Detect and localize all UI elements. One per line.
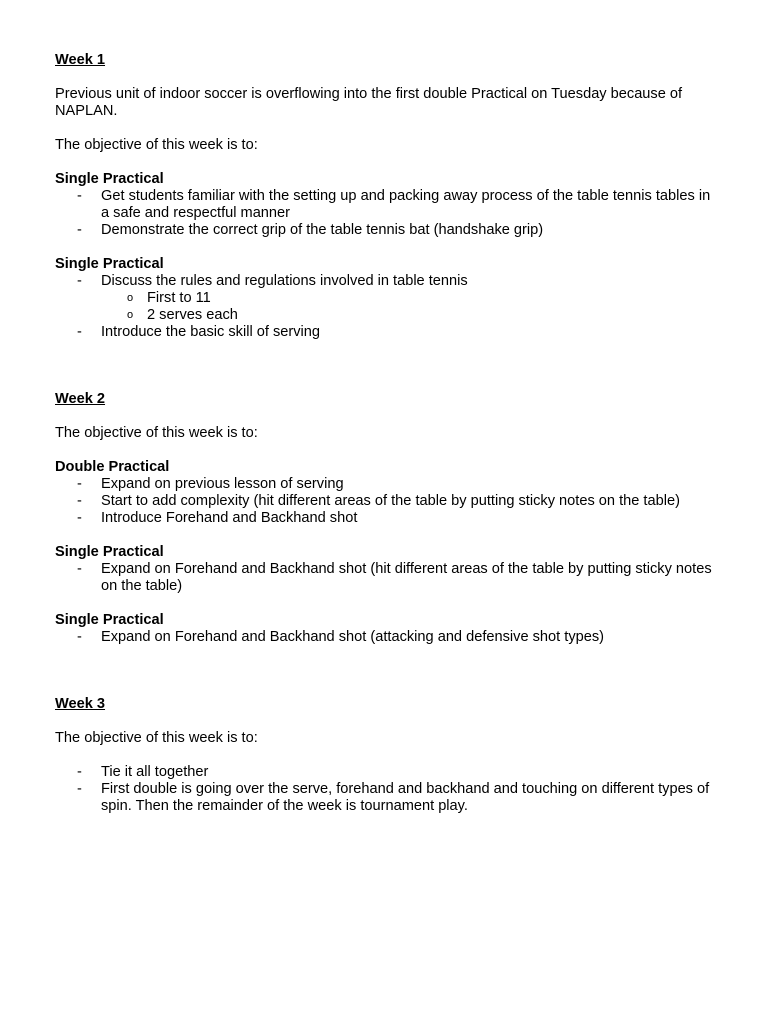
week-2-objective: The objective of this week is to: xyxy=(55,425,258,441)
circle-bullet-icon: o xyxy=(127,309,134,321)
week-3-heading: Week 3 xyxy=(55,696,106,712)
list-item-text: Tie it all together xyxy=(101,764,209,780)
list-item xyxy=(55,510,720,527)
list-item-text: Discuss the rules and regulations involved in table tennis xyxy=(101,273,468,289)
list-item xyxy=(55,561,720,595)
week-1-section-2-sublist xyxy=(55,290,720,324)
week-3-objective: The objective of this week is to: xyxy=(55,730,258,746)
week-2-section-1-title: Double Practical xyxy=(55,459,170,475)
sub-list-item xyxy=(55,290,720,307)
list-item xyxy=(55,781,720,815)
week-1-section-2-title: Single Practical xyxy=(55,256,164,272)
week-1-section-2-list xyxy=(55,273,720,290)
dash-bullet-icon: - xyxy=(77,629,82,645)
dash-bullet-icon: - xyxy=(77,764,82,780)
week-2-section-2-list xyxy=(55,561,720,595)
week-2-section-3-title: Single Practical xyxy=(55,612,164,628)
dash-bullet-icon: - xyxy=(77,510,82,526)
dash-bullet-icon: - xyxy=(77,476,82,492)
list-item-text: Get students familiar with the setting up and packing away process of the table tennis tables in a safe and respectful manner xyxy=(101,188,711,221)
sub-list-item xyxy=(55,307,720,324)
week-2-heading: Week 2 xyxy=(55,391,106,407)
list-item-text: Introduce the basic skill of serving xyxy=(101,324,321,340)
dash-bullet-icon: - xyxy=(77,493,82,509)
list-item xyxy=(55,629,720,646)
list-item-text: Demonstrate the correct grip of the table tennis bat (handshake grip) xyxy=(101,222,544,238)
document-page xyxy=(55,52,720,815)
list-item-text: Expand on Forehand and Backhand shot (hit different areas of the table by putting sticky notes on the table) xyxy=(101,561,712,594)
circle-bullet-icon: o xyxy=(127,292,134,304)
list-item xyxy=(55,188,720,222)
list-item xyxy=(55,324,720,341)
dash-bullet-icon: - xyxy=(77,188,82,204)
list-item xyxy=(55,493,720,510)
week-3-list xyxy=(55,764,720,815)
list-item-text: Expand on Forehand and Backhand shot (attacking and defensive shot types) xyxy=(101,629,605,645)
sub-list-item-text: First to 11 xyxy=(147,290,211,306)
week-2-section-2-title: Single Practical xyxy=(55,544,164,560)
dash-bullet-icon: - xyxy=(77,324,82,340)
week-2-section-1-list xyxy=(55,476,720,527)
week-1-section-1-list xyxy=(55,188,720,239)
sub-list-item-text: 2 serves each xyxy=(147,307,238,323)
list-item-text: Start to add complexity (hit different areas of the table by putting sticky notes on the table) xyxy=(101,493,680,509)
dash-bullet-icon: - xyxy=(77,781,82,797)
list-item xyxy=(55,476,720,493)
week-2-section-3-list xyxy=(55,629,720,646)
week-1-section-1-title: Single Practical xyxy=(55,171,164,187)
week-1-intro: Previous unit of indoor soccer is overflowing into the first double Practical on Tuesday because of NAPLAN. xyxy=(55,86,683,119)
list-item xyxy=(55,273,720,290)
week-1-section-2-list-continued xyxy=(55,324,720,341)
week-1-objective: The objective of this week is to: xyxy=(55,137,258,153)
dash-bullet-icon: - xyxy=(77,222,82,238)
week-1-heading: Week 1 xyxy=(55,52,106,68)
list-item xyxy=(55,764,720,781)
list-item xyxy=(55,222,720,239)
dash-bullet-icon: - xyxy=(77,561,82,577)
list-item-text: Expand on previous lesson of serving xyxy=(101,476,344,492)
list-item-text: First double is going over the serve, forehand and backhand and touching on different types of spin. Then the remainder of the week is tournament play. xyxy=(101,781,710,814)
dash-bullet-icon: - xyxy=(77,273,82,289)
list-item-text: Introduce Forehand and Backhand shot xyxy=(101,510,358,526)
